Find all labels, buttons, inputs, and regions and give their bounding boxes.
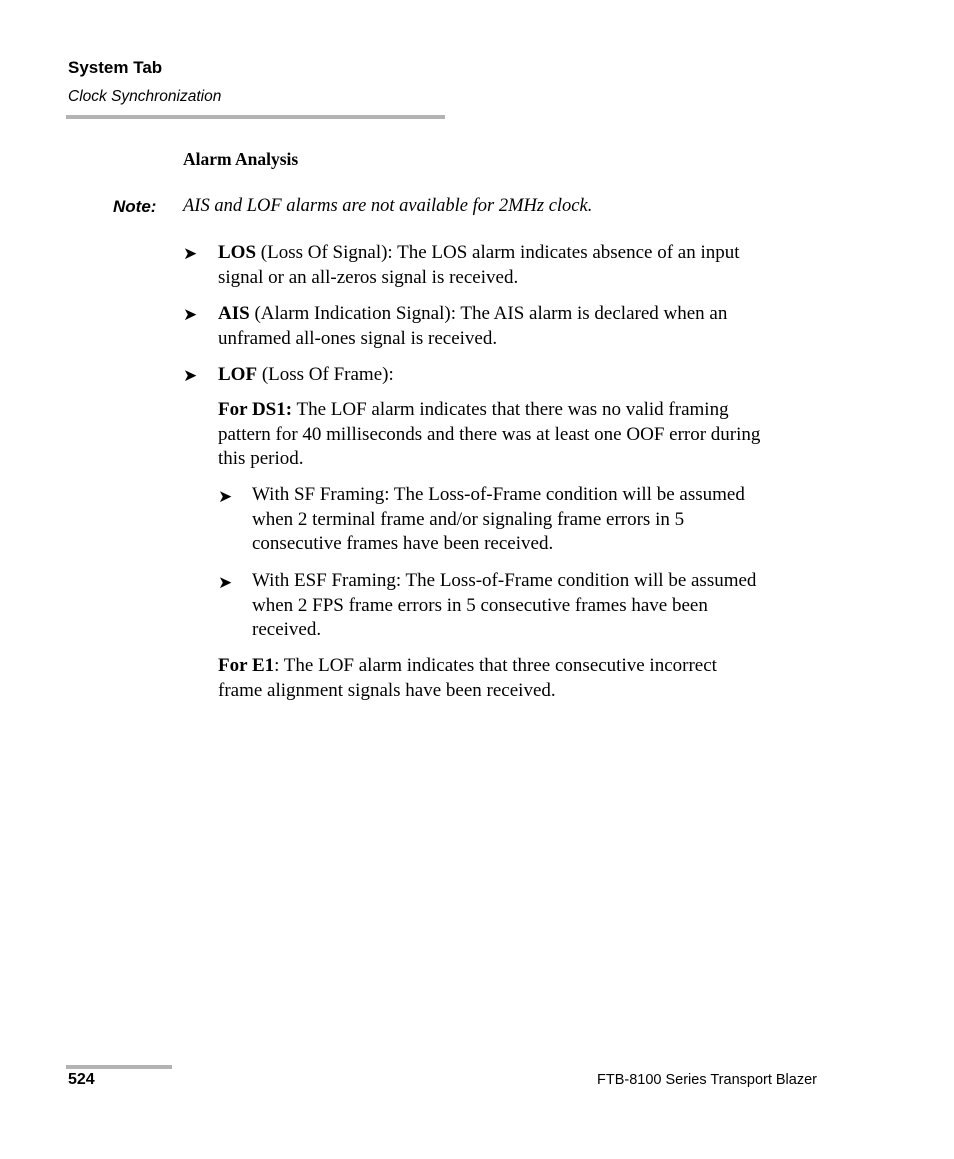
sf-line-2: when 2 terminal frame and/or signaling frame errors in 5 (252, 508, 685, 530)
ais-term: AIS (218, 303, 250, 324)
e1-line-2: frame alignment signals have been received. (218, 679, 556, 701)
bullet-arrow-icon: ➤ (218, 573, 233, 593)
list-item-lof (218, 363, 838, 388)
sub-item-esf-framing (252, 569, 842, 643)
bullet-arrow-icon: ➤ (183, 366, 198, 386)
esf-line-3: received. (252, 619, 322, 641)
ds1-line-1: The LOF alarm indicates that there was no valid framing (292, 399, 729, 420)
ds1-line-2: pattern for 40 milliseconds and there was at least one OOF error during (218, 423, 761, 445)
page-section-title: System Tab (68, 58, 163, 77)
e1-term: For E1 (218, 655, 275, 676)
page-number: 524 (68, 1071, 95, 1088)
ais-line-2: unframed all-ones signal is received. (218, 327, 498, 349)
ds1-line-3: this period. (218, 448, 304, 470)
list-item-los (218, 241, 838, 290)
bullet-arrow-icon: ➤ (183, 305, 198, 325)
sf-line-1: With SF Framing: The Loss-of-Frame condition will be assumed (252, 484, 745, 505)
lof-text: (Loss Of Frame): (257, 364, 394, 385)
section-heading: Alarm Analysis (183, 149, 299, 169)
ds1-term: For DS1: (218, 399, 293, 420)
los-line-1: (Loss Of Signal): The LOS alarm indicates absence of an input (256, 242, 740, 263)
document-title: FTB-8100 Series Transport Blazer (596, 1072, 817, 1088)
bullet-arrow-icon: ➤ (218, 487, 233, 507)
note-text: AIS and LOF alarms are not available for 2MHz clock. (183, 196, 593, 216)
sub-item-sf-framing (252, 483, 842, 557)
ais-line-1: (Alarm Indication Signal): The AIS alarm is declared when an (249, 303, 728, 324)
los-line-2: signal or an all-zeros signal is received. (218, 266, 519, 288)
e1-line-1: : The LOF alarm indicates that three consecutive incorrect (274, 655, 717, 676)
ds1-paragraph (218, 398, 838, 472)
esf-line-1: With ESF Framing: The Loss-of-Frame condition will be assumed (252, 570, 757, 591)
esf-line-2: when 2 FPS frame errors in 5 consecutive frames have been (252, 594, 708, 616)
lof-term: LOF (218, 364, 258, 385)
footer-divider (66, 1065, 172, 1069)
list-item-ais (218, 302, 838, 351)
sf-line-3: consecutive frames have been received. (252, 533, 554, 555)
los-term: LOS (218, 242, 257, 263)
e1-paragraph (218, 654, 838, 703)
note-label: Note: (113, 197, 157, 216)
bullet-arrow-icon: ➤ (183, 244, 198, 264)
header-divider (66, 115, 445, 119)
page-subsection-title: Clock Synchronization (68, 88, 222, 105)
